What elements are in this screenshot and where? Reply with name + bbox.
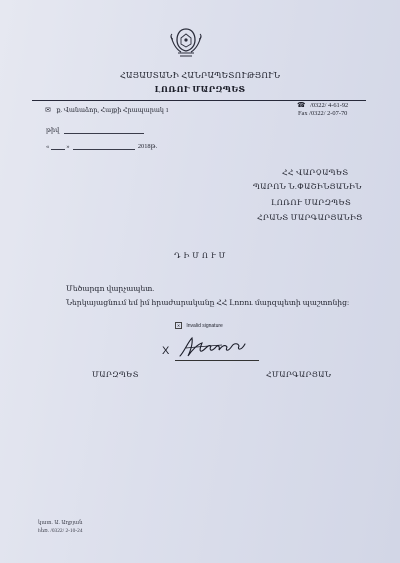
executor: կատ. Ա. Աղբյան [38,520,83,526]
signer-name: ՀՄԱՐԳԱՐՅԱՆ [266,370,332,379]
signature-status-text: Invalid signature [186,322,223,329]
date-quote-open: « [46,143,50,150]
address-row [45,106,169,114]
fax-text: Fax /0322/ 2-07-70 [298,110,348,117]
recipient-line-4: ՀՐԱՆՏ ՄԱՐԳԱՐՅԱՆԻՑ [257,213,363,222]
number-field [46,126,144,134]
signature-line [175,360,259,361]
address-text: ք. Վանաձոր, Հայքի Հրապարակ 1 [56,107,169,114]
resignation-text: Ներկայացնում եմ իմ հրաժարականը ՀՀ Լոռու մարզպետի պաշտոնից: [66,298,350,307]
date-quote-close: » [66,143,70,150]
recipient-line-3: ԼՈՌՈՒ ՄԱՐԶՊԵՏ [271,198,352,207]
day-blank [51,149,65,150]
signer-position: ՄԱՐԶՊԵՏ [92,370,139,379]
invalid-signature-icon: ✕ [176,323,181,328]
signature-status[interactable] [175,322,223,329]
number-blank [64,133,144,134]
signature-x-mark: X [162,345,170,357]
coat-of-arms-emblem [168,26,204,60]
recipient-line-1: ՀՀ ՎԱՐՉԱՊԵՏ [282,168,349,177]
country-title: ՀԱՅԱՍՏԱՆԻ ՀԱՆՐԱՊԵՏՈՒԹՅՈՒՆ [119,71,281,80]
recipient-line-2: ՊԱՐՈՆ Ն.ՓԱՇԻՆՅԱՆԻՆ [253,182,362,191]
handwritten-signature [178,334,250,360]
envelope-icon: ✉ [45,106,51,114]
month-blank [73,149,135,150]
executor-phone: hեռ. /0322/ 2-10-24 [38,528,83,534]
document-title: Դ Ի Մ Ո Ւ Մ [174,251,226,260]
office-title: ԼՈՌՈՒ ՄԱՐԶՊԵՏ [154,85,246,94]
number-label: թիվ [46,127,60,134]
salutation: Մեծարգո վարչապետ. [66,284,155,293]
phone-text: /0322/ 4-61-92 [310,102,349,109]
year-suffix: 2018թ. [137,143,158,150]
telephone-icon: ☎ [297,101,306,109]
phone-row [297,101,348,109]
date-field [46,142,157,150]
